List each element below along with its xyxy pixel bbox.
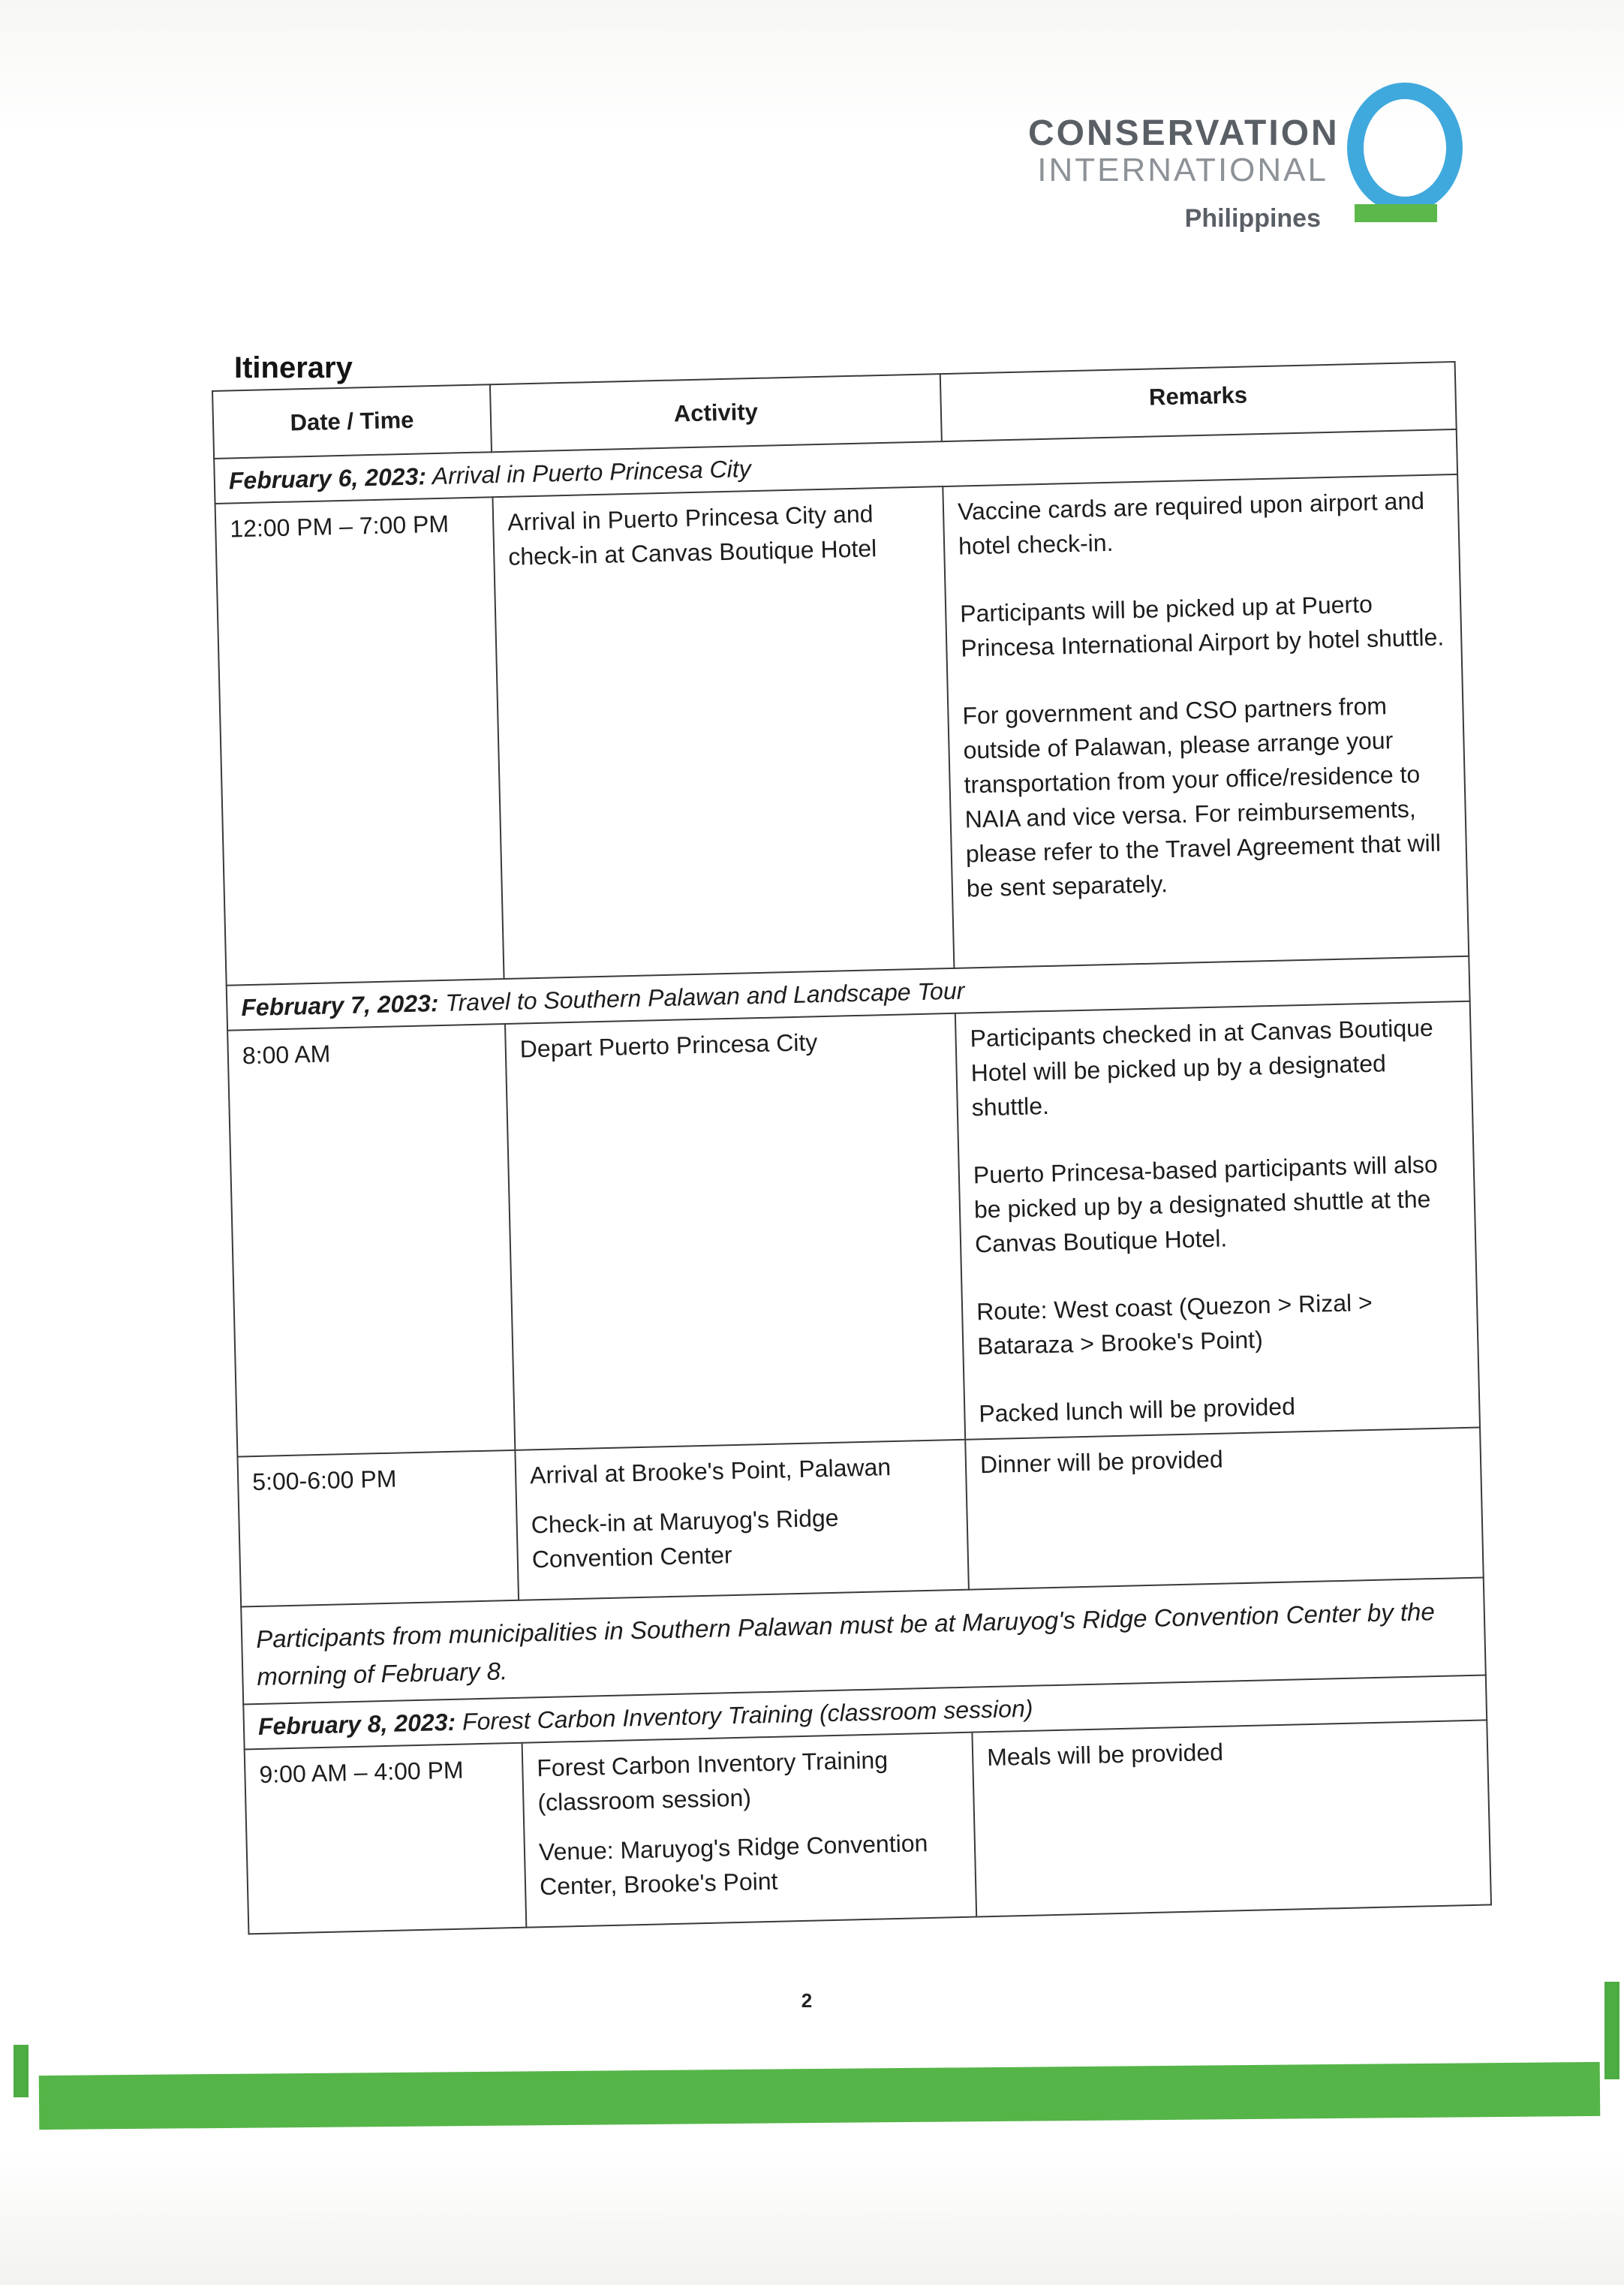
- activity-text: Venue: Maruyog's Ridge Convention Center, Brooke's Point: [538, 1829, 928, 1901]
- remarks-cell: Meals will be provided: [972, 1720, 1491, 1916]
- day-date: February 8, 2023:: [257, 1708, 456, 1741]
- footer-tab: [14, 2045, 29, 2097]
- remark-text: Participants checked in at Canvas Boutique Hotel will be picked up by a designated shuttle.: [970, 1013, 1434, 1121]
- remark-text: For government and CSO partners from outside of Palawan, please arrange your transportation from your office/residence to NAIA and vice versa. For reimbursements, please refer to the Travel Agreement that will be sent separately.: [962, 692, 1442, 902]
- remark-text: Packed lunch will be provided: [978, 1392, 1296, 1428]
- activity-text: Forest Carbon Inventory Training (classroom session): [536, 1746, 889, 1817]
- logo-subname: INTERNATIONAL: [1037, 152, 1328, 188]
- activity-cell: [515, 1440, 969, 1600]
- time-cell: 5:00-6:00 PM: [237, 1450, 519, 1607]
- activity-text: Check-in at Maruyog's Ridge Convention Center: [531, 1504, 839, 1573]
- table-row: [215, 474, 1469, 986]
- day-title: Arrival in Puerto Princesa City: [426, 455, 752, 490]
- logo-green-bar: [1355, 204, 1437, 222]
- page-number: 2: [801, 1989, 813, 2012]
- logo-name: CONSERVATION: [1028, 113, 1340, 153]
- day-date: February 6, 2023:: [228, 462, 427, 495]
- day-title: Travel to Southern Palawan and Landscape Tour: [438, 977, 965, 1017]
- header-activity: Activity: [490, 374, 942, 452]
- logo-country: Philippines: [1184, 204, 1321, 233]
- time-cell: 12:00 PM – 7:00 PM: [215, 497, 504, 986]
- day-date: February 7, 2023:: [240, 989, 439, 1022]
- time-cell: 8:00 AM: [227, 1024, 515, 1457]
- page-title: Itinerary: [234, 351, 353, 384]
- conservation-international-logo: [1028, 83, 1463, 248]
- header-date-time: Date / Time: [212, 384, 492, 459]
- note-text: Participants from municipalities in Southern Palawan must be at Maruyog's Ridge Convention Center by the morning of February 8.: [241, 1578, 1486, 1705]
- activity-cell: Depart Puerto Princesa City: [505, 1013, 965, 1450]
- day-title: Forest Carbon Inventory Training (classroom session): [455, 1694, 1033, 1736]
- activity-cell: [522, 1733, 977, 1928]
- table-row: [227, 1001, 1480, 1457]
- footer-green-bar: [39, 2062, 1601, 2130]
- remark-text: Puerto Princesa-based participants will also be picked up by a designated shuttle at the Canvas Boutique Hotel.: [973, 1150, 1439, 1258]
- remark-text: Route: West coast (Quezon > Rizal > Bataraza > Brooke's Point): [976, 1288, 1373, 1360]
- remark-text: Participants will be picked up at Puerto Princesa International Airport by hotel shuttle.: [959, 590, 1445, 662]
- activity-cell: Arrival in Puerto Princesa City and check-in at Canvas Boutique Hotel: [492, 486, 954, 979]
- remarks-cell: [943, 474, 1469, 968]
- table-row: [237, 1428, 1483, 1607]
- remarks-cell: Dinner will be provided: [965, 1428, 1484, 1590]
- logo-ring-icon: [1347, 83, 1463, 213]
- activity-text: Arrival at Brooke's Point, Palawan: [529, 1453, 892, 1489]
- footer-tab: [1604, 1982, 1619, 2079]
- remarks-cell: [955, 1001, 1480, 1440]
- header-remarks: Remarks: [940, 362, 1457, 441]
- itinerary-table: [212, 361, 1492, 1934]
- time-cell: 9:00 AM – 4:00 PM: [245, 1743, 527, 1934]
- remark-text: Vaccine cards are required upon airport and hotel check-in.: [957, 486, 1425, 560]
- table-row: [245, 1720, 1491, 1934]
